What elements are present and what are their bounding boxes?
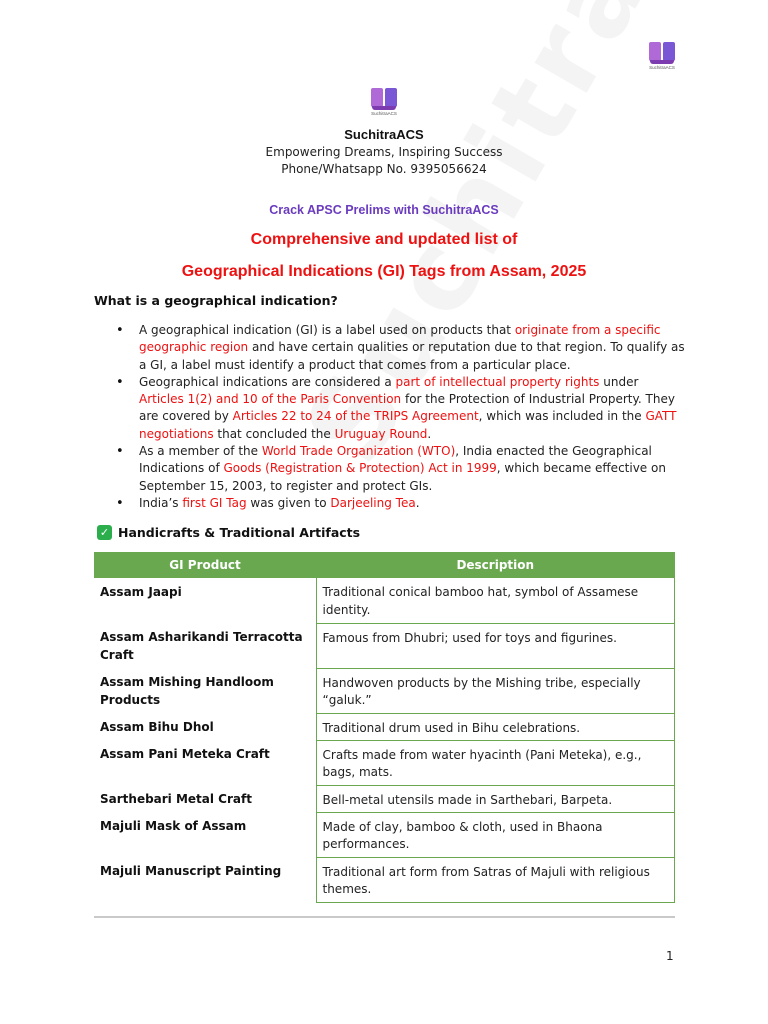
highlighted-text: originate from a specific geographic region [139, 323, 661, 355]
table-row [94, 740, 675, 785]
description-cell: Crafts made from water hyacinth (Pani Meteka), e.g., bags, mats. [316, 740, 675, 785]
body-text: A geographical indication (GI) is a label used on products that [139, 323, 515, 337]
checkmark-icon: ✓ [97, 525, 112, 540]
section-heading [97, 525, 360, 540]
question-heading: What is a geographical indication? [94, 293, 338, 308]
gi-product-cell: Assam Asharikandi Terracotta Craft [100, 630, 303, 662]
description-cell: Traditional art form from Satras of Majuli with religious themes. [316, 857, 675, 902]
promo-line: Crack APSC Prelims with SuchitraACS [269, 203, 499, 217]
body-text: , which became effective on September 15, 2003, to register and protect GIs. [139, 461, 666, 493]
gi-product-cell: Assam Pani Meteka Craft [100, 747, 270, 761]
highlighted-text: Uruguay Round [334, 426, 428, 441]
header-description: Description [316, 552, 675, 578]
header-gi-product: GI Product [94, 552, 316, 578]
body-text: that concluded the [213, 426, 335, 441]
body-text: Geographical indications are considered a [139, 374, 396, 389]
gi-product-cell: Sarthebari Metal Craft [100, 792, 252, 806]
bullet-item [116, 374, 686, 443]
description-cell: Traditional conical bamboo hat, symbol of Assamese identity. [316, 578, 675, 623]
body-text: , which was included in the [478, 409, 646, 424]
highlighted-text: GATT negotiations [139, 409, 677, 441]
description-cell: Made of clay, bamboo & cloth, used in Bhaona performances. [316, 812, 675, 857]
highlighted-text: Articles 22 to 24 of the TRIPS Agreement [232, 409, 479, 424]
bullet-item [116, 322, 686, 374]
highlighted-text: first GI Tag [182, 495, 247, 510]
body-text: . [415, 495, 420, 510]
highlighted-text: Darjeeling Tea [330, 495, 416, 510]
page-number: 1 [666, 949, 674, 963]
bullet-item [116, 443, 686, 495]
gi-product-cell: Assam Bihu Dhol [100, 720, 214, 734]
table-header-row [94, 552, 675, 578]
table-row [94, 785, 675, 812]
body-text: , India enacted the Geographical Indications of [139, 444, 652, 476]
tagline: Empowering Dreams, Inspiring Success [265, 145, 503, 159]
body-text: . [427, 426, 432, 441]
body-text: As a member of the [139, 444, 262, 459]
table-row [94, 578, 675, 623]
bullet-item [116, 495, 686, 512]
table-row [94, 812, 675, 857]
description-cell: Bell-metal utensils made in Sarthebari, Barpeta. [316, 785, 675, 812]
description-cell: Famous from Dhubri; used for toys and figurines. [316, 623, 675, 668]
gi-product-cell: Assam Jaapi [100, 585, 182, 599]
highlighted-text: Goods (Registration & Protection) Act in 1999 [223, 461, 497, 476]
body-text: India’s [139, 495, 183, 510]
highlighted-text: Articles 1(2) and 10 of the Paris Convention [139, 392, 402, 407]
document-title-line1: Comprehensive and updated list of [250, 231, 518, 248]
brand-name: SuchitraACS [344, 127, 424, 142]
logo-caption: SuchitraACS [649, 65, 675, 70]
body-text: and have certain qualities or reputation due to that region. To qualify as a GI, a label must identify a product that comes from a particular place. [139, 340, 685, 372]
table-row [94, 713, 675, 740]
book-icon [371, 88, 397, 110]
document-title-line2: Geographical Indications (GI) Tags from Assam, 2025 [181, 263, 587, 280]
gi-table [94, 552, 675, 903]
table-row [94, 857, 675, 902]
table-row [94, 668, 675, 713]
gi-product-cell: Majuli Manuscript Painting [100, 864, 282, 878]
body-text: under [599, 374, 639, 389]
table-bottom-rule [94, 916, 675, 918]
corner-logo [647, 42, 677, 70]
gi-product-cell: Assam Mishing Handloom Products [100, 675, 274, 707]
highlighted-text: part of intellectual property rights [395, 374, 600, 389]
logo-caption: SuchitraACS [371, 111, 397, 116]
highlighted-text: World Trade Organization (WTO) [261, 444, 456, 459]
header-logo [369, 88, 399, 116]
gi-definition-list [116, 322, 686, 512]
description-cell: Traditional drum used in Bihu celebrations. [316, 713, 675, 740]
table-row [94, 623, 675, 668]
gi-product-cell: Majuli Mask of Assam [100, 819, 247, 833]
body-text: was given to [246, 495, 331, 510]
section-title: Handicrafts & Traditional Artifacts [118, 525, 361, 540]
book-icon [649, 42, 675, 64]
body-text: for the Protection of Industrial Property. They are covered by [139, 392, 675, 424]
phone-number: Phone/Whatsapp No. 9395056624 [281, 162, 487, 176]
description-cell: Handwoven products by the Mishing tribe, especially “galuk.” [316, 668, 675, 713]
